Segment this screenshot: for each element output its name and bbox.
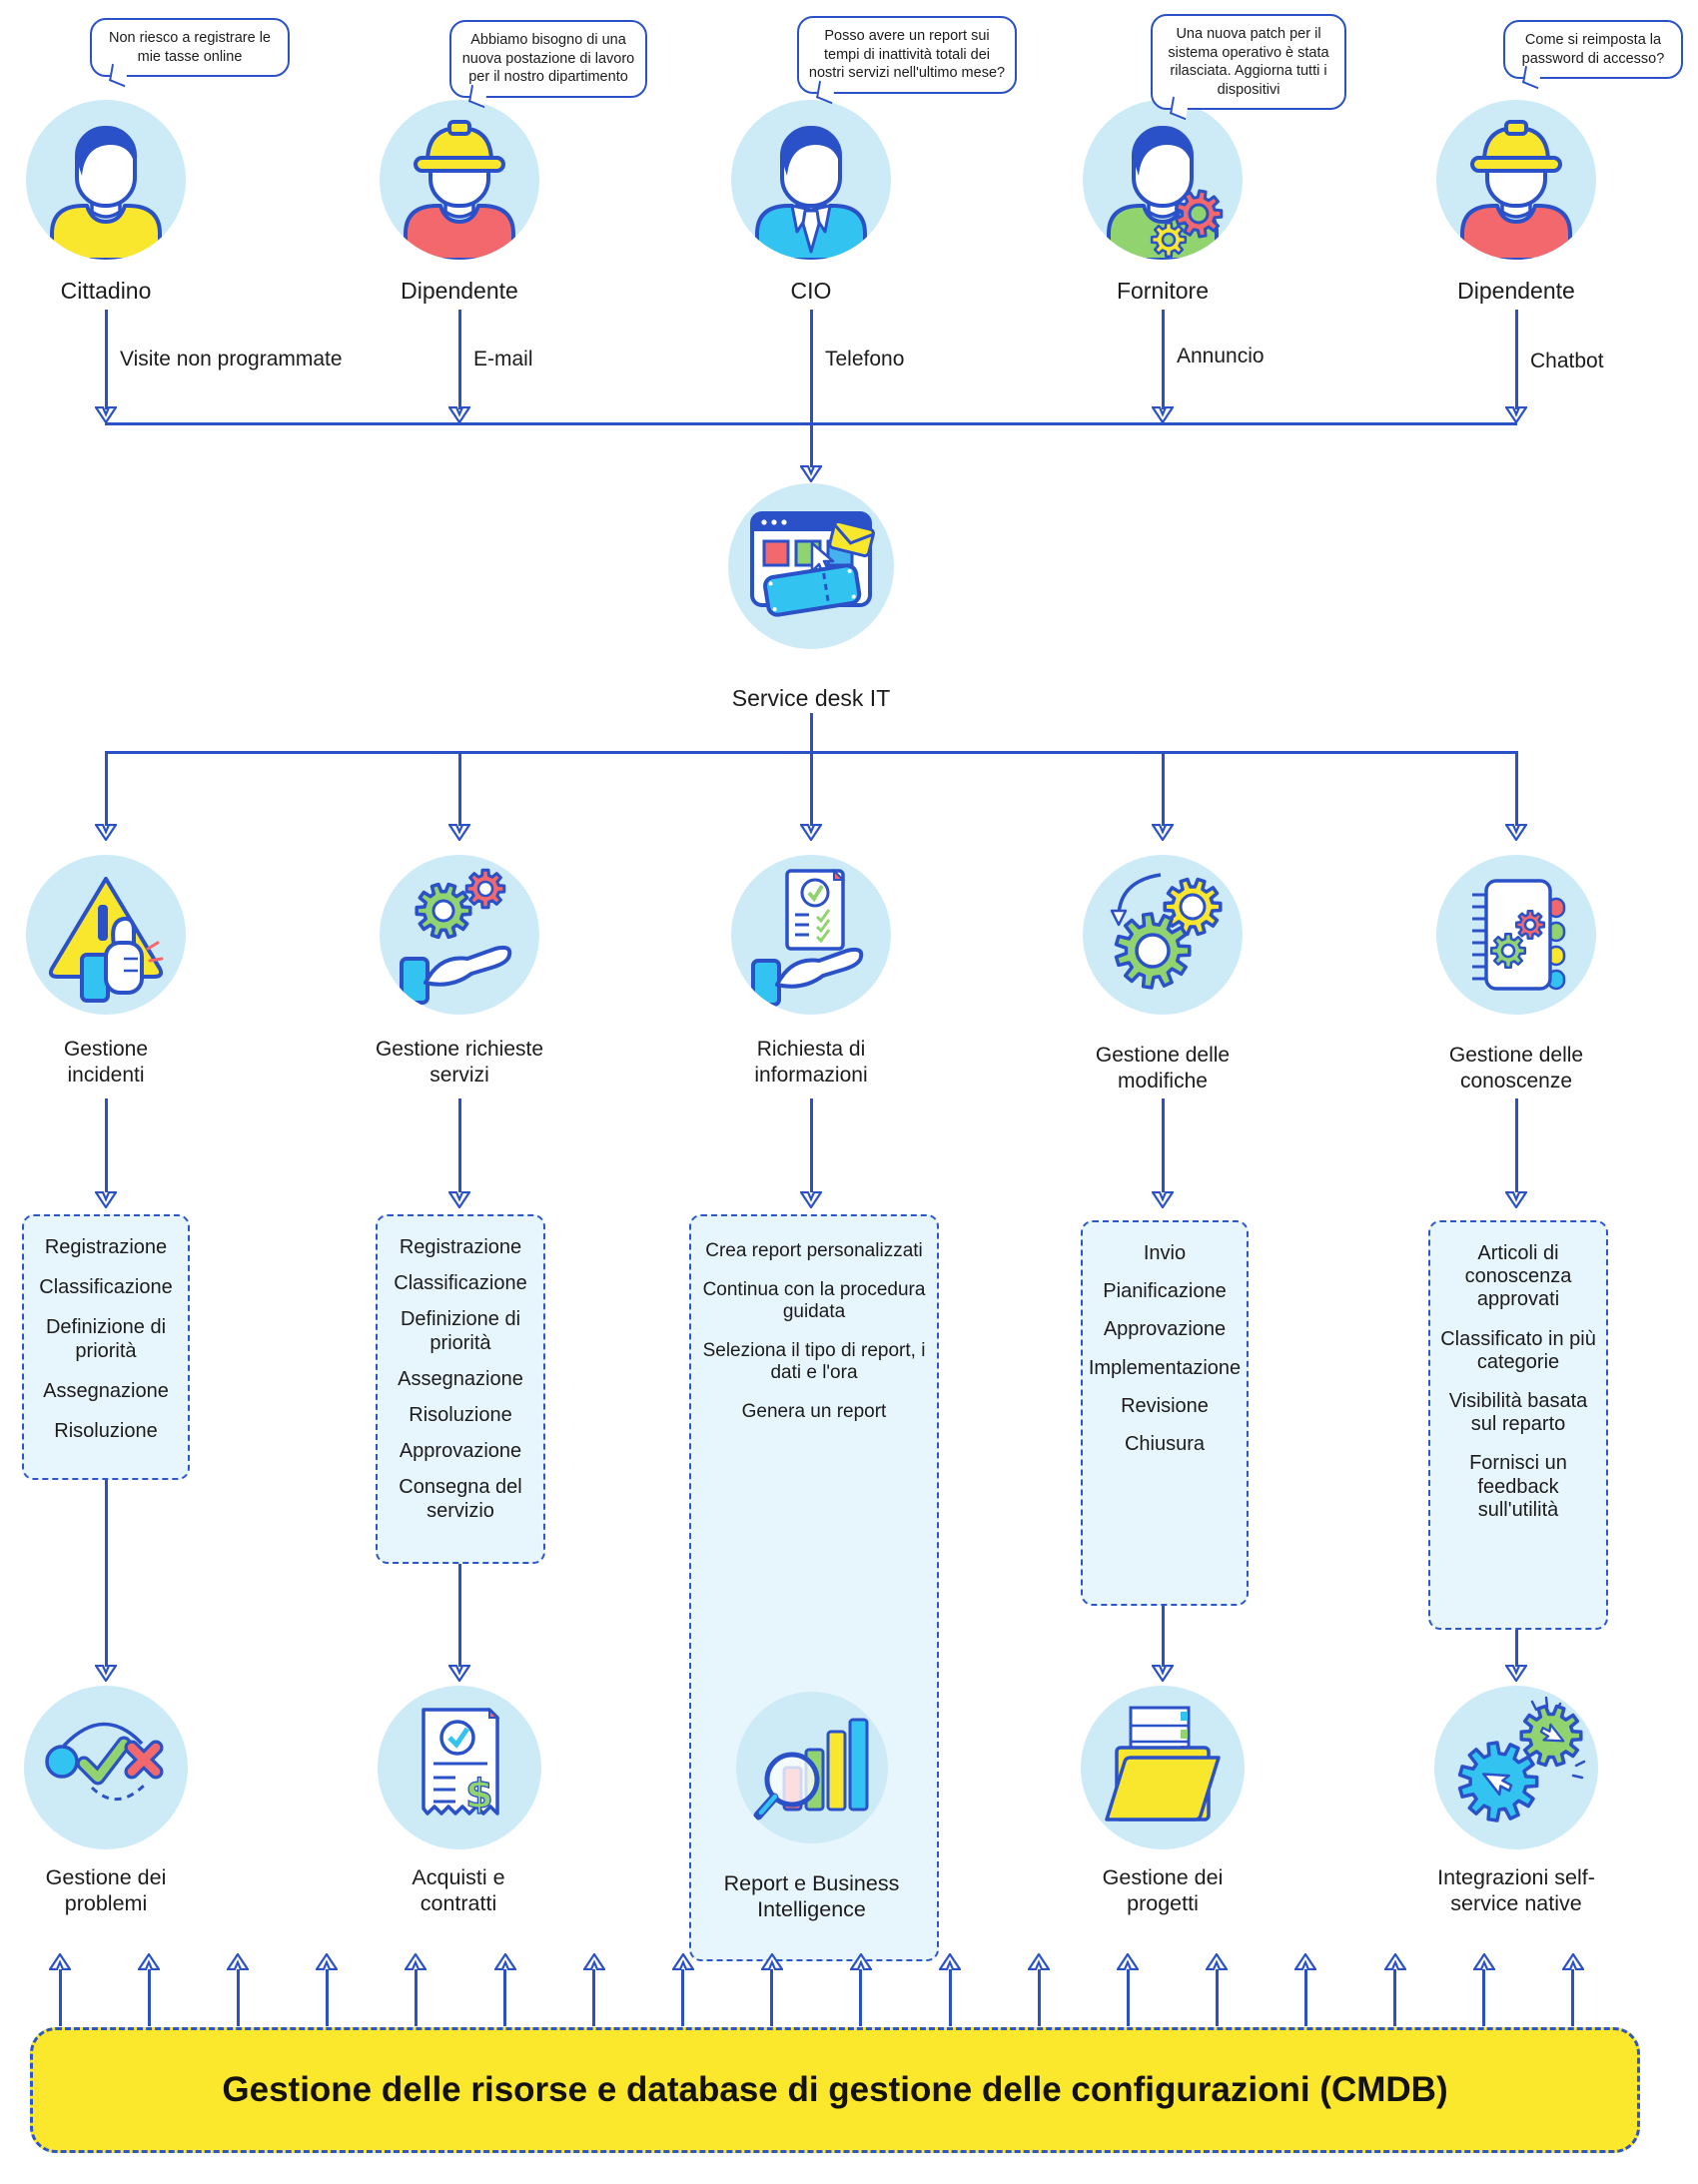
connector-line [1515,1098,1518,1192]
self-service-integrations-icon [1434,1686,1598,1849]
process-label: Gestione richieste servizi [375,1038,544,1087]
connector-line [1162,310,1165,409]
connector-line [237,1969,240,2026]
arrow-up-icon [583,1953,605,1970]
arrow-down-icon [95,406,117,423]
connector-line [810,751,813,826]
arrow-up-icon [1562,1953,1584,1970]
service-desk-label: Service desk IT [731,685,891,711]
knowledge-management-icon [1436,855,1596,1015]
service-desk-icon [728,483,894,649]
step-item: Fornisci un feedback sull'utilità [1469,1452,1567,1521]
arrow-up-icon [138,1953,160,1970]
step-item: Approvazione [399,1440,522,1463]
step-item: Classificazione [394,1272,527,1295]
arrow-down-icon [95,1191,117,1208]
report-bi-icon [736,1692,888,1843]
step-item: Chiusura [1124,1432,1206,1455]
arrow-down-icon [448,824,470,841]
channel-label: Annuncio [1177,345,1265,367]
project-management-icon [1081,1686,1245,1849]
step-item: Genera un report [741,1401,887,1423]
connector-line [105,422,1517,425]
connector-line [415,1969,418,2026]
speech-text: Come si reimposta la password di accesso? [1521,32,1665,67]
arrow-up-icon [405,1953,426,1970]
arrow-up-icon [1117,1953,1139,1970]
arrow-down-icon [800,1191,822,1208]
connector-line [949,1969,952,2026]
outcome-label: Gestione dei progetti [1102,1865,1224,1915]
arrow-down-icon [1152,1191,1174,1208]
step-item: Definizione di priorità [45,1316,167,1362]
connector-line [810,310,813,467]
arrow-down-icon [95,824,117,841]
step-item: Consegna del servizio [399,1476,522,1522]
step-item: Risoluzione [54,1419,158,1442]
arrow-down-icon [800,824,822,841]
outcome-label: Report e Business Intelligence [723,1871,900,1921]
step-item: Seleziona il tipo di report, i dati e l'ora [702,1340,926,1384]
arrow-down-icon [448,406,470,423]
arrow-up-icon [49,1953,71,1970]
step-item: Articoli di conoscenza approvati [1464,1242,1572,1311]
process-label: Gestione delle modifiche [1095,1044,1231,1092]
step-item: Implementazione [1088,1356,1242,1379]
arrow-down-icon [1505,406,1527,423]
connector-line [770,1969,773,2026]
connector-line [1515,310,1518,409]
arrow-up-icon [1028,1953,1050,1970]
step-item: Continua con la procedura guidata [702,1279,926,1323]
connector-line [1127,1969,1130,2026]
service-request-steps-box [376,1214,545,1564]
arrow-up-icon [494,1953,516,1970]
avatar-citizen-icon [26,100,186,260]
channel-label: Chatbot [1530,350,1604,372]
step-item: Classificato in più categorie [1440,1327,1596,1373]
arrow-down-icon [1152,824,1174,841]
connector-line [458,1564,461,1667]
arrow-down-icon [800,465,822,482]
arrow-up-icon [1473,1953,1495,1970]
connector-line [1393,1969,1396,2026]
connector-line [592,1969,595,2026]
avatar-cio-icon [731,100,891,260]
arrow-down-icon [1505,1665,1527,1682]
cmdb-banner [30,2027,1640,2153]
arrow-up-icon [672,1953,694,1970]
arrow-down-icon [448,1191,470,1208]
step-item: Registrazione [44,1236,168,1258]
step-item: Registrazione [399,1236,522,1258]
persona-name: Dipendente [401,278,518,304]
speech-bubble [797,16,1017,94]
connector-line [810,713,813,753]
connector-line [1571,1969,1574,2026]
connector-line [59,1969,62,2026]
arrow-down-icon [1152,1665,1174,1682]
persona-name: Cittadino [60,278,152,304]
connector-line [105,751,108,826]
arrow-down-icon [95,1665,117,1682]
speech-text: Posso avere un report sui tempi di inattività totali dei nostri servizi nell'ultimo mese? [808,28,1006,82]
speech-text: Non riesco a registrare le mie tasse online [109,30,271,65]
channel-label: Telefono [825,348,905,370]
arrow-up-icon [1206,1953,1228,1970]
information-request-icon [731,855,891,1015]
connector-line [1216,1969,1219,2026]
persona-name: Fornitore [1116,278,1210,304]
persona-name: CIO [790,278,832,304]
arrow-down-icon [1505,1191,1527,1208]
connector-line [681,1969,684,2026]
arrow-up-icon [939,1953,961,1970]
knowledge-steps-box [1428,1220,1608,1630]
service-request-icon [380,855,539,1015]
speech-text: Una nuova patch per il sistema operativo è stata rilasciata. Aggiorna tutti i dispositivi [1168,26,1329,98]
connector-line [1162,1606,1165,1667]
avatar-worker-icon [380,100,539,260]
connector-line [1162,1098,1165,1192]
change-management-icon [1083,855,1243,1015]
connector-line [458,310,461,409]
speech-bubble [449,20,647,98]
avatar-vendor-icon [1083,100,1243,260]
connector-line [1515,751,1518,826]
connector-line [503,1969,506,2026]
channel-label: Visite non programmate [120,348,343,370]
connector-line [326,1969,329,2026]
speech-bubble [1151,14,1346,110]
bubble-tail-icon [1522,66,1541,89]
step-item: Assegnazione [398,1367,523,1390]
avatar-worker-icon [1436,100,1596,260]
step-item: Visibilità basata sul reparto [1448,1389,1588,1436]
connector-line [105,1098,108,1192]
connector-line [1482,1969,1485,2026]
connector-line [458,1098,461,1192]
purchase-contract-icon [378,1686,541,1849]
channel-label: E-mail [473,348,533,370]
step-item: Classificazione [39,1276,173,1299]
step-item: Definizione di priorità [400,1308,521,1354]
process-label: Gestione incidenti [63,1038,149,1087]
bubble-tail-icon [109,64,128,87]
connector-line [105,310,108,409]
persona-name: Dipendente [1457,278,1575,304]
arrow-up-icon [850,1953,872,1970]
connector-line [148,1969,151,2026]
connector-line [1162,751,1165,826]
arrow-up-icon [1294,1953,1316,1970]
process-label: Richiesta di informazioni [754,1038,868,1087]
incident-management-icon [26,855,186,1015]
outcome-label: Acquisti e contratti [412,1865,505,1915]
cmdb-banner-label: Gestione delle risorse e database di gestione delle configurazioni (CMDB) [222,2070,1448,2109]
arrow-up-icon [761,1953,783,1970]
connector-line [1304,1969,1307,2026]
connector-line [458,751,461,826]
problem-management-icon [24,1686,188,1849]
connector-line [1038,1969,1041,2026]
step-item: Approvazione [1103,1318,1227,1341]
svg-text:$: $ [465,1772,493,1818]
speech-bubble [90,18,290,77]
arrow-up-icon [227,1953,249,1970]
speech-text: Abbiamo bisogno di una nuova postazione di lavoro per il nostro dipartimento [461,32,635,86]
arrow-down-icon [448,1665,470,1682]
speech-bubble [1503,20,1683,79]
outcome-label: Gestione dei problemi [45,1865,167,1915]
step-item: Assegnazione [43,1379,169,1402]
arrow-down-icon [1505,824,1527,841]
outcome-label: Integrazioni self-service native [1437,1865,1595,1915]
incident-steps-box [22,1214,190,1480]
step-item: Risoluzione [409,1403,512,1426]
connector-line [810,1098,813,1192]
change-steps-box [1081,1220,1249,1606]
step-item: Invio [1143,1242,1187,1264]
step-item: Revisione [1121,1394,1209,1417]
arrow-up-icon [1384,1953,1406,1970]
step-item: Pianificazione [1103,1280,1227,1303]
information-request-steps-box [689,1214,939,1961]
process-label: Gestione delle conoscenze [1448,1044,1584,1092]
arrow-down-icon [1152,406,1174,423]
connector-line [105,1480,108,1667]
arrow-up-icon [316,1953,338,1970]
step-item: Crea report personalizzati [705,1240,923,1261]
connector-line [1515,1630,1518,1667]
connector-line [859,1969,862,2026]
